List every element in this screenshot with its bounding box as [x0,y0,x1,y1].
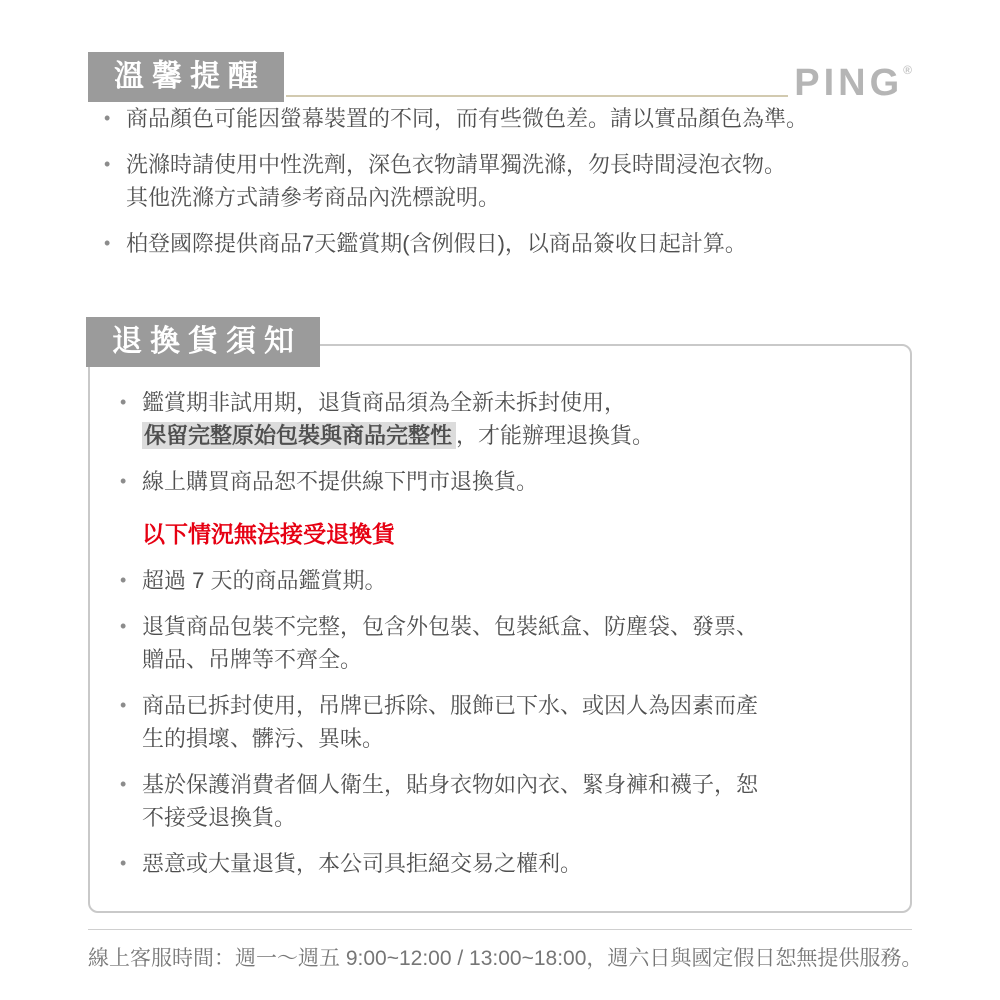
reminder-item [102,227,912,260]
warning-item [118,610,886,676]
returns-item-text: • 鑑賞期非試用期，退貨商品須為全新未拆封使用， [142,390,627,415]
warning-item-text: • 超過 7 天的商品鑑賞期。 [142,567,387,593]
ping-brand-logo [794,64,912,102]
ping-logo-text: PING [794,62,904,104]
returns-section [88,325,912,913]
warning-item [118,768,886,834]
warning-item-text: • 商品已拆封使用，吊牌已拆除、服飾已下水、或因人為因素而產 [142,692,759,718]
reminder-item-text: • 洗滌時請使用中性洗劑，深色衣物請單獨洗滌，勿長時間浸泡衣物。 [126,152,787,177]
reminder-list [88,102,912,260]
warning-item-text: • 基於保護消費者個人衛生，貼身衣物如內衣、緊身褲和襪子，恕 [142,771,759,797]
warning-item-text: • 惡意或大量退貨，本公司具拒絕交易之權利。 [142,850,583,876]
returns-highlight-text: 保留完整原始包裝與商品完整性 [142,422,456,449]
customer-service-hours: 線上客服時間：週一～週五 9:00~12:00 / 13:00~18:00，週六日與國定假日恕無提供服務。 [88,929,912,973]
returns-list [104,386,886,498]
returns-item-text [142,419,886,452]
warning-item-text: 不接受退換貨。 [142,804,297,830]
returns-warning-title: 以下情況無法接受退換貨 [142,521,395,547]
returns-item-text: • 線上購買商品恕不提供線下門市退換貨。 [142,469,539,494]
returns-warning-list [104,564,886,880]
reminder-item-text: 其他洗滌方式請參考商品內洗標說明。 [126,185,501,210]
reminder-item [102,102,912,135]
warning-item-text: 生的損壞、髒污、異味。 [142,725,385,751]
warning-item [118,689,886,755]
warning-item-text: 贈品、吊牌等不齊全。 [142,646,363,672]
warning-item [118,564,886,597]
returns-item-text-cont: ，才能辦理退換貨。 [456,423,655,448]
reminder-item-text: • 商品顏色可能因螢幕裝置的不同，而有些微色差。請以實品顏色為準。 [126,106,809,131]
warning-item-text: • 退貨商品包裝不完整，包含外包裝、包裝紙盒、防塵袋、發票、 [142,613,759,639]
warning-item [118,847,886,880]
header-rule-line [286,95,788,97]
ping-logo-mark: ® [903,63,912,77]
returns-item [118,465,886,498]
returns-box [88,344,912,913]
reminder-title-badge: 溫馨提醒 [88,52,284,102]
reminder-header [88,46,912,102]
returns-item [118,386,886,452]
reminder-item [102,148,912,214]
returns-title-badge: 退換貨須知 [86,317,320,367]
reminder-item-text: • 柏登國際提供商品7天鑑賞期(含例假日)，以商品簽收日起計算。 [126,231,747,256]
